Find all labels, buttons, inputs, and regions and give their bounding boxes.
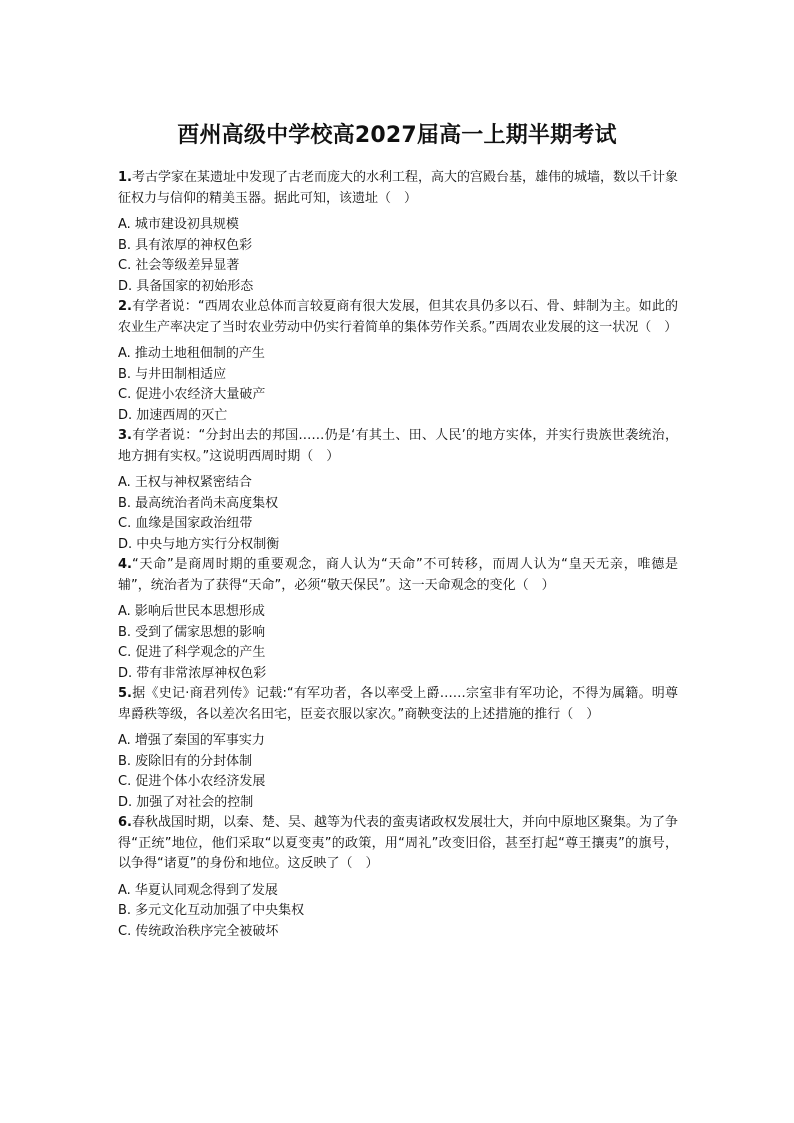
option-d: D. 中央与地方实行分权制衡 (118, 536, 280, 552)
option-list (118, 344, 678, 426)
option-d: D. 具备国家的初始形态 (118, 278, 254, 294)
option-a: A. 增强了秦国的军事实力 (118, 733, 265, 748)
option-b: B. 废除旧有的分封体制 (118, 753, 253, 769)
question-2 (118, 297, 678, 426)
option-a: A. 城市建设初具规模 (118, 217, 239, 232)
option-d: D. 加速西周的灭亡 (118, 407, 228, 423)
question-text: 有学者说：“西周农业总体而言较夏商有很大发展，但其农具仍多以石、骨、蚌制为主。如此的农业生产率决定了当时农业劳动中仍实行着简单的集体劳作关系。”西周农业发展的这一状况（ ） (118, 299, 678, 335)
question-text: 有学者说：“分封出去的邦国……仍是‘有其土、田、人民’的地方实体，并实行贵族世袭统治，地方拥有实权。”这说明西周时期（ ） (118, 428, 678, 464)
option-list (118, 881, 678, 943)
question-4 (118, 555, 678, 684)
question-stem (118, 555, 678, 596)
option-list (118, 602, 678, 684)
option-b: B. 最高统治者尚未高度集权 (118, 495, 279, 511)
exam-title: 酉州高级中学校高2027届高一上期半期考试 (177, 123, 617, 148)
question-text: 春秋战国时期，以秦、楚、吴、越等为代表的蛮夷诸政权发展壮大，并向中原地区聚集。为了争得“正统”地位，他们采取“以夏变夷”的政策，用“周礼”改变旧俗，甚至打起“尊王攘夷”的旗号，以争得“诸夏”的身份和地位。这反映了（ ） (118, 815, 678, 871)
option-a: A. 影响后世民本思想形成 (118, 604, 265, 619)
question-1 (118, 168, 678, 297)
option-b: B. 多元文化互动加强了中央集权 (118, 903, 305, 918)
option-b: B. 受到了儒家思想的影响 (118, 624, 266, 640)
question-text: “天命”是商周时期的重要观念，商人认为“天命”不可转移，而周人认为“皇天无亲，唯德是辅”，统治者为了获得“天命”，必须“敬天保民”。这一天命观念的变化（ ） (118, 557, 678, 593)
option-c: C. 社会等级差异显著 (118, 258, 240, 273)
option-list (118, 731, 678, 813)
question-text: 考古学家在某遗址中发现了古老而庞大的水利工程，高大的宫殿台基，雄伟的城墙，数以千计象征权力与信仰的精美玉器。据此可知，该遗址（ ） (118, 170, 678, 206)
option-b: B. 具有浓厚的神权色彩 (118, 237, 253, 253)
question-stem (118, 426, 678, 467)
question-number: 6. (118, 815, 132, 830)
option-list (118, 215, 678, 297)
option-c: C. 血缘是国家政治纽带 (118, 516, 253, 531)
question-text: 据《史记·商君列传》记载:“有军功者，各以率受上爵……宗室非有军功论，不得为属籍。明尊卑爵秩等级，各以差次名田宅，臣妾衣服以家次。”商鞅变法的上述措施的推行（ ） (118, 686, 678, 722)
option-list (118, 473, 678, 555)
question-list (118, 168, 678, 942)
question-number: 4. (118, 557, 132, 572)
question-6 (118, 813, 678, 942)
question-number: 1. (118, 170, 132, 185)
question-number: 5. (118, 686, 132, 701)
question-3 (118, 426, 678, 555)
question-5 (118, 684, 678, 813)
option-a: A. 华夏认同观念得到了发展 (118, 882, 278, 898)
option-c: C. 促进小农经济大量破产 (118, 387, 266, 402)
option-b: B. 与井田制相适应 (118, 366, 227, 382)
question-stem (118, 813, 678, 875)
question-stem (118, 168, 678, 209)
option-c: C. 促进了科学观念的产生 (118, 645, 266, 660)
option-d: D. 加强了对社会的控制 (118, 794, 254, 810)
option-c: C. 促进个体小农经济发展 (118, 774, 266, 789)
question-stem (118, 684, 678, 725)
option-d: D. 带有非常浓厚神权色彩 (118, 665, 267, 681)
option-a: A. 推动土地租佃制的产生 (118, 346, 265, 361)
option-a: A. 王权与神权紧密结合 (118, 475, 252, 490)
option-c: C. 传统政治秩序完全被破坏 (118, 923, 279, 939)
question-stem (118, 297, 678, 338)
question-number: 3. (118, 428, 132, 443)
question-number: 2. (118, 299, 132, 314)
